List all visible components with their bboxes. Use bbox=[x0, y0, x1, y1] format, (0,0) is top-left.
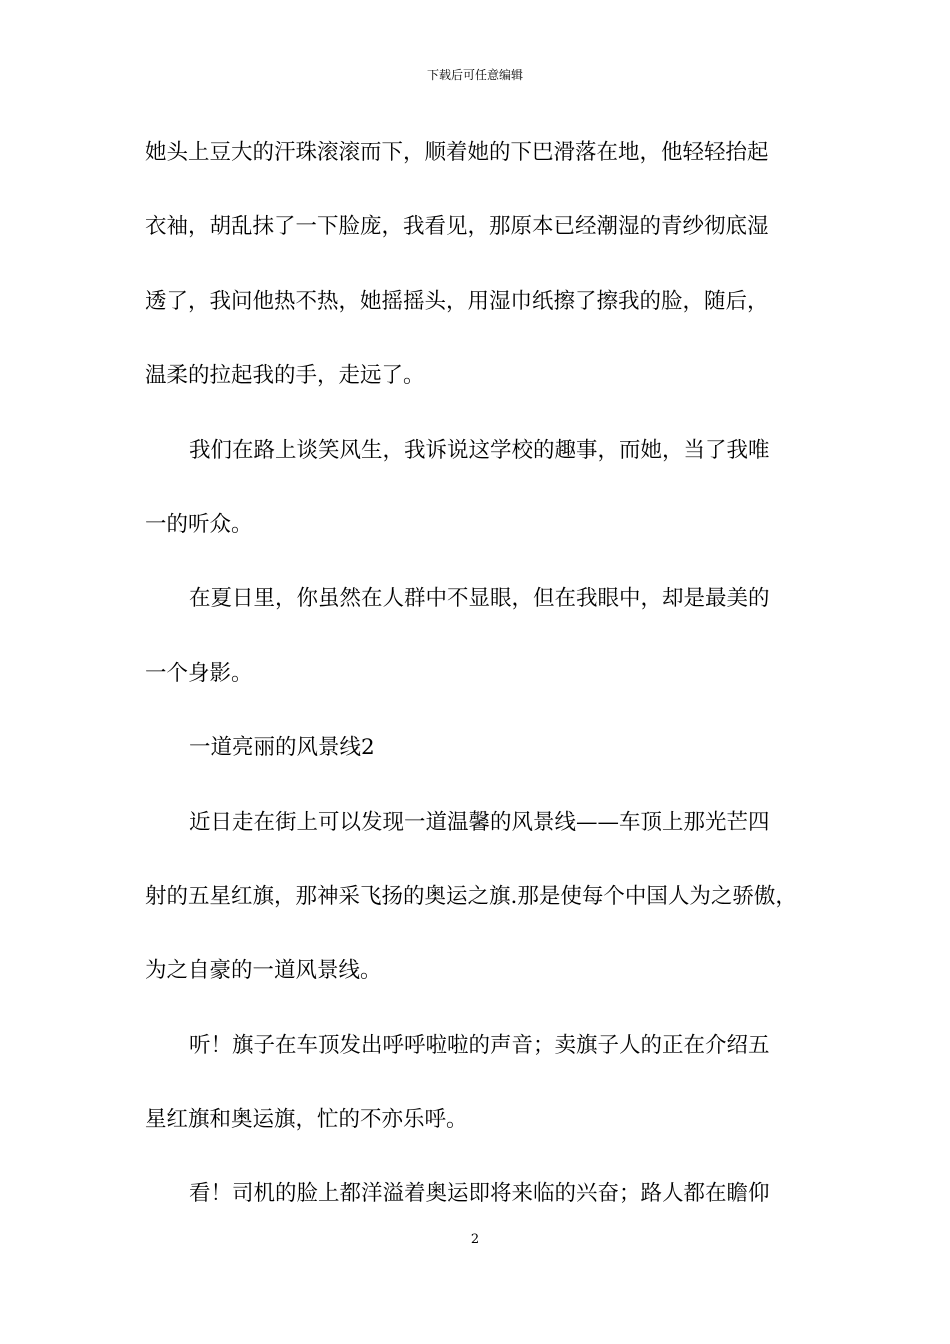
text-line: 射的五星红旗，那神采飞扬的奥运之旗.那是使每个中国人为之骄傲， bbox=[145, 883, 797, 909]
text-line: 一的听众。 bbox=[145, 511, 253, 537]
paragraph-start: 在夏日里，你虽然在人群中不显眼，但在我眼中，却是最美的 bbox=[189, 586, 770, 612]
paragraph-start: 近日走在街上可以发现一道温馨的风景线——车顶上那光芒四 bbox=[189, 809, 770, 835]
text-line: 星红旗和奥运旗，忙的不亦乐呼。 bbox=[145, 1107, 468, 1133]
paragraph-start: 听！旗子在车顶发出呼呼啦啦的声音；卖旗子人的正在介绍五 bbox=[189, 1032, 770, 1058]
text-line: 她头上豆大的汗珠滚滚而下，顺着她的下巴滑落在地，他轻轻抬起 bbox=[145, 140, 769, 165]
text-line: 温柔的拉起我的手，走远了。 bbox=[145, 363, 425, 389]
text-line: 一个身影。 bbox=[145, 660, 253, 686]
page-number: 2 bbox=[470, 1232, 480, 1247]
text-line: 透了，我问他热不热，她摇摇头，用湿巾纸擦了擦我的脸，随后， bbox=[145, 288, 769, 314]
paragraph-start: 我们在路上谈笑风生，我诉说这学校的趣事，而她，当了我唯 bbox=[189, 437, 770, 463]
text-line: 为之自豪的一道风景线。 bbox=[145, 958, 382, 984]
header-note: 下载后可任意编辑 bbox=[426, 68, 523, 82]
document-body bbox=[145, 126, 813, 1242]
section-title: 一道亮丽的风景线2 bbox=[189, 735, 375, 761]
text-line: 衣袖，胡乱抹了一下脸庞，我看见，那原本已经潮湿的青纱彻底湿 bbox=[145, 214, 769, 240]
paragraph-start: 看！司机的脸上都洋溢着奥运即将来临的兴奋；路人都在瞻仰 bbox=[189, 1181, 770, 1207]
